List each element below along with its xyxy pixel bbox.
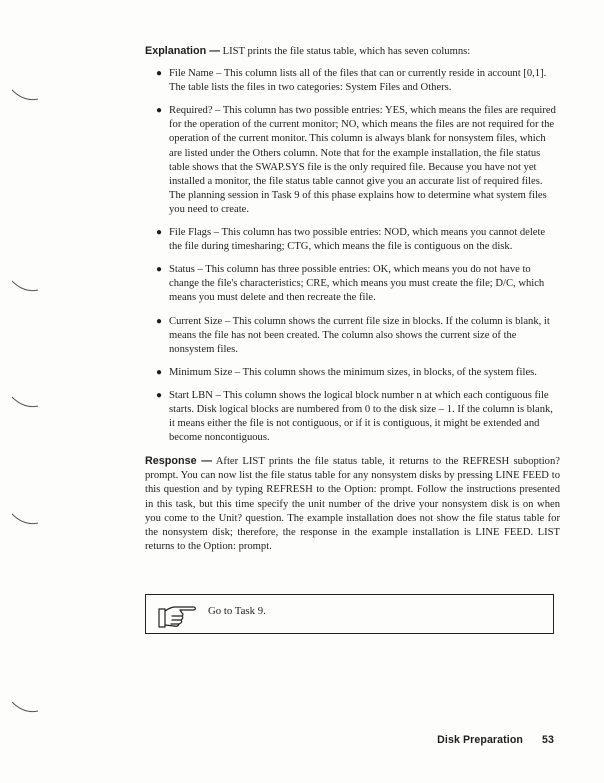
list-item: [145, 67, 560, 95]
bullet-icon: ●: [156, 315, 163, 327]
bullet-icon: ●: [156, 68, 163, 80]
list-item-text: Status – This column has three possible entries: OK, which means you do not have to change the file's characteristics; CRE, which means you must create the file; D/C, which means you must delete and then recreate the file.: [169, 264, 545, 304]
explanation-paragraph: [145, 44, 560, 59]
page-content: [145, 44, 560, 562]
list-item: [145, 226, 560, 254]
explanation-heading: Explanation —: [145, 45, 220, 57]
list-item-text: File Flags – This column has two possible entries: NOD, which means you cannot delete the file during timesharing; CTG, which means the file is contiguous on the disk.: [169, 227, 546, 253]
response-heading: Response —: [145, 455, 213, 468]
response-text: After LIST prints the file status table, it returns to the REFRESH suboption? prompt. You can now list the file status table for any nonsystem disks by pressing LINE FEED to this question and by typing REFRESH to the Option: prompt. Follow the instructions presented in this task, but this time specify the unit number of the drive your nonsystem disk is on when you come to the Unit? question. The example installation does not show the file status table for the nonsystem disk; therefore, the response in the example installation is LINE FEED. LIST returns to the Option: prompt.: [145, 456, 560, 552]
binder-mark-icon: [10, 88, 40, 102]
column-list: [145, 67, 560, 445]
list-item-text: Start LBN – This column shows the logical block number n at which each contiguous file starts. Disk logical blocks are numbered from 0 to the disk size – 1. If the column is blank, it means either the file is not contiguous, or if it is contiguous, it might be extended and become noncontiguous.: [169, 389, 553, 444]
section-title: Disk Preparation: [437, 734, 523, 746]
binder-mark-icon: [10, 700, 40, 714]
binder-mark-icon: [10, 279, 40, 293]
bullet-icon: ●: [156, 366, 163, 378]
explanation-text: LIST prints the file status table, which has seven columns:: [222, 46, 471, 57]
pointing-hand-icon: [156, 600, 200, 630]
goto-callout-box: [145, 594, 554, 634]
list-item-text: Current Size – This column shows the current file size in blocks. If the column is blank, it means the file has not been created. The column also shows the current size of the nonsystem files.: [169, 315, 550, 355]
list-item: [145, 263, 560, 305]
page-number: 53: [542, 734, 554, 746]
binder-mark-icon: [10, 395, 40, 409]
bullet-icon: ●: [156, 389, 163, 401]
goto-task-text: Go to Task 9.: [208, 605, 266, 617]
bullet-icon: ●: [156, 264, 163, 276]
list-item: [145, 315, 560, 357]
list-item-text: Minimum Size – This column shows the minimum sizes, in blocks, of the system files.: [169, 366, 537, 378]
list-item-text: File Name – This column lists all of the files that can or currently reside in account [0,1]. The table lists the files in two categories: System Files and Others.: [169, 68, 547, 94]
list-item: [145, 104, 560, 217]
bullet-icon: ●: [156, 227, 163, 239]
list-item: [145, 389, 560, 445]
bullet-icon: ●: [156, 105, 163, 117]
list-item: [145, 366, 560, 380]
list-item-text: Required? – This column has two possible entries: YES, which means the files are required for the operation of the current monitor; NO, which means the files are not required for the operation of the current monitor. This column is always blank for nonsystem files, which are listed under the Others column. Note that for the example installation, the file status table shows that the SWAP.SYS file is the only required file. Because you have not yet installed a monitor, the file status table cannot give you an accurate list of required files. The planning session in Task 9 of this phase explains how to determine what system files you need to create.: [169, 105, 556, 215]
response-paragraph: [145, 454, 560, 554]
binder-mark-icon: [10, 512, 40, 526]
page-footer: [437, 734, 554, 746]
